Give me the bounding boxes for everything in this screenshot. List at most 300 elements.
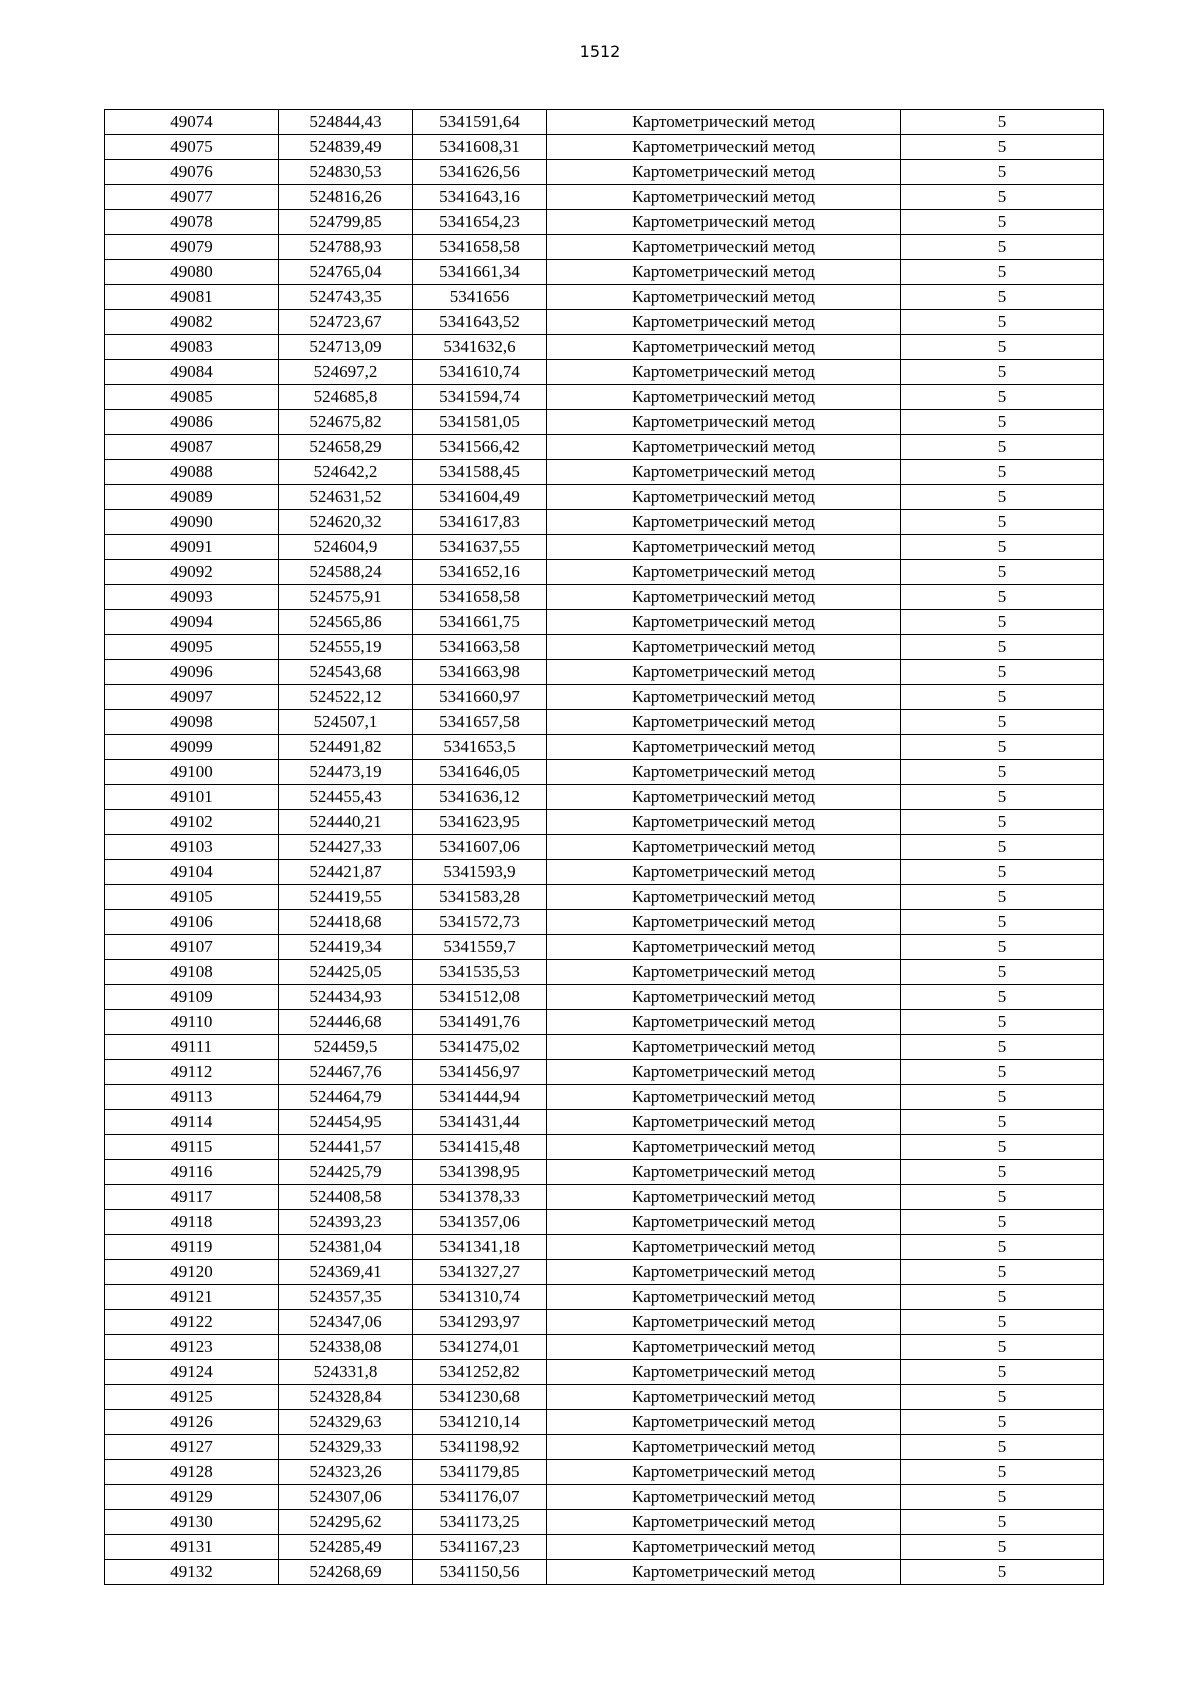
x-coordinate-cell: 524459,5	[279, 1035, 413, 1060]
x-coordinate-cell: 524788,93	[279, 235, 413, 260]
y-coordinate-cell: 5341652,16	[413, 560, 547, 585]
accuracy-cell: 5	[901, 1285, 1104, 1310]
accuracy-cell: 5	[901, 710, 1104, 735]
point-number-cell: 49131	[105, 1535, 279, 1560]
x-coordinate-cell: 524381,04	[279, 1235, 413, 1260]
y-coordinate-cell: 5341444,94	[413, 1085, 547, 1110]
accuracy-cell: 5	[901, 485, 1104, 510]
point-number-cell: 49092	[105, 560, 279, 585]
accuracy-cell: 5	[901, 1435, 1104, 1460]
table-row	[105, 760, 1104, 785]
y-coordinate-cell: 5341604,49	[413, 485, 547, 510]
accuracy-cell: 5	[901, 1235, 1104, 1260]
method-cell: Картометрический метод	[547, 635, 901, 660]
point-number-cell: 49076	[105, 160, 279, 185]
accuracy-cell: 5	[901, 1510, 1104, 1535]
point-number-cell: 49077	[105, 185, 279, 210]
accuracy-cell: 5	[901, 360, 1104, 385]
y-coordinate-cell: 5341610,74	[413, 360, 547, 385]
table-body	[105, 110, 1104, 1585]
table-row	[105, 485, 1104, 510]
point-number-cell: 49090	[105, 510, 279, 535]
x-coordinate-cell: 524408,58	[279, 1185, 413, 1210]
table-row	[105, 110, 1104, 135]
accuracy-cell: 5	[901, 1010, 1104, 1035]
y-coordinate-cell: 5341661,75	[413, 610, 547, 635]
accuracy-cell: 5	[901, 435, 1104, 460]
table-row	[105, 1560, 1104, 1585]
table-row	[105, 1210, 1104, 1235]
x-coordinate-cell: 524285,49	[279, 1535, 413, 1560]
table-row	[105, 460, 1104, 485]
method-cell: Картометрический метод	[547, 1310, 901, 1335]
accuracy-cell: 5	[901, 185, 1104, 210]
y-coordinate-cell: 5341643,52	[413, 310, 547, 335]
y-coordinate-cell: 5341456,97	[413, 1060, 547, 1085]
table-row	[105, 560, 1104, 585]
table-row	[105, 885, 1104, 910]
method-cell: Картометрический метод	[547, 1060, 901, 1085]
table-row	[105, 685, 1104, 710]
y-coordinate-cell: 5341274,01	[413, 1335, 547, 1360]
y-coordinate-cell: 5341167,23	[413, 1535, 547, 1560]
x-coordinate-cell: 524328,84	[279, 1385, 413, 1410]
point-number-cell: 49108	[105, 960, 279, 985]
point-number-cell: 49123	[105, 1335, 279, 1360]
x-coordinate-cell: 524685,8	[279, 385, 413, 410]
coordinates-table	[104, 109, 1104, 1585]
method-cell: Картометрический метод	[547, 810, 901, 835]
method-cell: Картометрический метод	[547, 310, 901, 335]
table-row	[105, 710, 1104, 735]
x-coordinate-cell: 524421,87	[279, 860, 413, 885]
accuracy-cell: 5	[901, 935, 1104, 960]
accuracy-cell: 5	[901, 985, 1104, 1010]
x-coordinate-cell: 524268,69	[279, 1560, 413, 1585]
y-coordinate-cell: 5341663,98	[413, 660, 547, 685]
y-coordinate-cell: 5341378,33	[413, 1185, 547, 1210]
y-coordinate-cell: 5341252,82	[413, 1360, 547, 1385]
x-coordinate-cell: 524425,05	[279, 960, 413, 985]
x-coordinate-cell: 524844,43	[279, 110, 413, 135]
table-row	[105, 235, 1104, 260]
point-number-cell: 49132	[105, 1560, 279, 1585]
table-row	[105, 1260, 1104, 1285]
method-cell: Картометрический метод	[547, 1260, 901, 1285]
y-coordinate-cell: 5341653,5	[413, 735, 547, 760]
point-number-cell: 49093	[105, 585, 279, 610]
table-row	[105, 1485, 1104, 1510]
method-cell: Картометрический метод	[547, 135, 901, 160]
point-number-cell: 49112	[105, 1060, 279, 1085]
point-number-cell: 49130	[105, 1510, 279, 1535]
table-row	[105, 810, 1104, 835]
method-cell: Картометрический метод	[547, 985, 901, 1010]
point-number-cell: 49088	[105, 460, 279, 485]
accuracy-cell: 5	[901, 1260, 1104, 1285]
y-coordinate-cell: 5341179,85	[413, 1460, 547, 1485]
table-row	[105, 335, 1104, 360]
table-row	[105, 510, 1104, 535]
y-coordinate-cell: 5341341,18	[413, 1235, 547, 1260]
table-row	[105, 535, 1104, 560]
method-cell: Картометрический метод	[547, 1135, 901, 1160]
table-row	[105, 835, 1104, 860]
point-number-cell: 49100	[105, 760, 279, 785]
table-row	[105, 1435, 1104, 1460]
point-number-cell: 49129	[105, 1485, 279, 1510]
table-row	[105, 1185, 1104, 1210]
accuracy-cell: 5	[901, 1310, 1104, 1335]
accuracy-cell: 5	[901, 585, 1104, 610]
table-row	[105, 285, 1104, 310]
point-number-cell: 49110	[105, 1010, 279, 1035]
method-cell: Картометрический метод	[547, 885, 901, 910]
accuracy-cell: 5	[901, 1110, 1104, 1135]
x-coordinate-cell: 524555,19	[279, 635, 413, 660]
point-number-cell: 49125	[105, 1385, 279, 1410]
accuracy-cell: 5	[901, 510, 1104, 535]
page-number: 1512	[579, 42, 621, 61]
accuracy-cell: 5	[901, 860, 1104, 885]
method-cell: Картометрический метод	[547, 485, 901, 510]
point-number-cell: 49101	[105, 785, 279, 810]
method-cell: Картометрический метод	[547, 160, 901, 185]
point-number-cell: 49115	[105, 1135, 279, 1160]
table-row	[105, 160, 1104, 185]
method-cell: Картометрический метод	[547, 510, 901, 535]
table-row	[105, 660, 1104, 685]
y-coordinate-cell: 5341176,07	[413, 1485, 547, 1510]
accuracy-cell: 5	[901, 335, 1104, 360]
y-coordinate-cell: 5341327,27	[413, 1260, 547, 1285]
method-cell: Картометрический метод	[547, 1085, 901, 1110]
y-coordinate-cell: 5341656	[413, 285, 547, 310]
method-cell: Картометрический метод	[547, 360, 901, 385]
x-coordinate-cell: 524418,68	[279, 910, 413, 935]
method-cell: Картометрический метод	[547, 785, 901, 810]
accuracy-cell: 5	[901, 685, 1104, 710]
table-row	[105, 910, 1104, 935]
accuracy-cell: 5	[901, 1210, 1104, 1235]
table-row	[105, 935, 1104, 960]
accuracy-cell: 5	[901, 1135, 1104, 1160]
x-coordinate-cell: 524697,2	[279, 360, 413, 385]
point-number-cell: 49099	[105, 735, 279, 760]
method-cell: Картометрический метод	[547, 210, 901, 235]
point-number-cell: 49114	[105, 1110, 279, 1135]
x-coordinate-cell: 524631,52	[279, 485, 413, 510]
x-coordinate-cell: 524491,82	[279, 735, 413, 760]
table-row	[105, 1510, 1104, 1535]
method-cell: Картометрический метод	[547, 710, 901, 735]
accuracy-cell: 5	[901, 1535, 1104, 1560]
accuracy-cell: 5	[901, 560, 1104, 585]
table-row	[105, 1135, 1104, 1160]
accuracy-cell: 5	[901, 1160, 1104, 1185]
x-coordinate-cell: 524440,21	[279, 810, 413, 835]
method-cell: Картометрический метод	[547, 110, 901, 135]
method-cell: Картометрический метод	[547, 1185, 901, 1210]
table-row	[105, 135, 1104, 160]
point-number-cell: 49106	[105, 910, 279, 935]
point-number-cell: 49118	[105, 1210, 279, 1235]
point-number-cell: 49122	[105, 1310, 279, 1335]
x-coordinate-cell: 524799,85	[279, 210, 413, 235]
x-coordinate-cell: 524604,9	[279, 535, 413, 560]
point-number-cell: 49124	[105, 1360, 279, 1385]
point-number-cell: 49111	[105, 1035, 279, 1060]
method-cell: Картометрический метод	[547, 1285, 901, 1310]
y-coordinate-cell: 5341583,28	[413, 885, 547, 910]
method-cell: Картометрический метод	[547, 910, 901, 935]
y-coordinate-cell: 5341293,97	[413, 1310, 547, 1335]
method-cell: Картометрический метод	[547, 560, 901, 585]
x-coordinate-cell: 524338,08	[279, 1335, 413, 1360]
y-coordinate-cell: 5341607,06	[413, 835, 547, 860]
y-coordinate-cell: 5341626,56	[413, 160, 547, 185]
y-coordinate-cell: 5341415,48	[413, 1135, 547, 1160]
table-row	[105, 385, 1104, 410]
y-coordinate-cell: 5341475,02	[413, 1035, 547, 1060]
y-coordinate-cell: 5341310,74	[413, 1285, 547, 1310]
table-row	[105, 1410, 1104, 1435]
x-coordinate-cell: 524323,26	[279, 1460, 413, 1485]
accuracy-cell: 5	[901, 960, 1104, 985]
point-number-cell: 49082	[105, 310, 279, 335]
point-number-cell: 49097	[105, 685, 279, 710]
accuracy-cell: 5	[901, 1485, 1104, 1510]
x-coordinate-cell: 524329,63	[279, 1410, 413, 1435]
point-number-cell: 49119	[105, 1235, 279, 1260]
x-coordinate-cell: 524620,32	[279, 510, 413, 535]
accuracy-cell: 5	[901, 1385, 1104, 1410]
point-number-cell: 49084	[105, 360, 279, 385]
x-coordinate-cell: 524642,2	[279, 460, 413, 485]
point-number-cell: 49109	[105, 985, 279, 1010]
accuracy-cell: 5	[901, 1560, 1104, 1585]
table-row	[105, 1110, 1104, 1135]
method-cell: Картометрический метод	[547, 760, 901, 785]
method-cell: Картометрический метод	[547, 1235, 901, 1260]
y-coordinate-cell: 5341581,05	[413, 410, 547, 435]
accuracy-cell: 5	[901, 810, 1104, 835]
x-coordinate-cell: 524441,57	[279, 1135, 413, 1160]
table-row	[105, 1535, 1104, 1560]
point-number-cell: 49121	[105, 1285, 279, 1310]
method-cell: Картометрический метод	[547, 960, 901, 985]
x-coordinate-cell: 524507,1	[279, 710, 413, 735]
table-row	[105, 185, 1104, 210]
point-number-cell: 49091	[105, 535, 279, 560]
y-coordinate-cell: 5341658,58	[413, 585, 547, 610]
accuracy-cell: 5	[901, 260, 1104, 285]
method-cell: Картометрический метод	[547, 935, 901, 960]
method-cell: Картометрический метод	[547, 585, 901, 610]
method-cell: Картометрический метод	[547, 1560, 901, 1585]
point-number-cell: 49113	[105, 1085, 279, 1110]
accuracy-cell: 5	[901, 1185, 1104, 1210]
point-number-cell: 49120	[105, 1260, 279, 1285]
y-coordinate-cell: 5341654,23	[413, 210, 547, 235]
y-coordinate-cell: 5341593,9	[413, 860, 547, 885]
accuracy-cell: 5	[901, 1060, 1104, 1085]
method-cell: Картометрический метод	[547, 1210, 901, 1235]
y-coordinate-cell: 5341588,45	[413, 460, 547, 485]
x-coordinate-cell: 524839,49	[279, 135, 413, 160]
accuracy-cell: 5	[901, 160, 1104, 185]
accuracy-cell: 5	[901, 210, 1104, 235]
accuracy-cell: 5	[901, 535, 1104, 560]
accuracy-cell: 5	[901, 310, 1104, 335]
x-coordinate-cell: 524307,06	[279, 1485, 413, 1510]
method-cell: Картометрический метод	[547, 660, 901, 685]
x-coordinate-cell: 524427,33	[279, 835, 413, 860]
y-coordinate-cell: 5341559,7	[413, 935, 547, 960]
accuracy-cell: 5	[901, 835, 1104, 860]
method-cell: Картометрический метод	[547, 860, 901, 885]
point-number-cell: 49127	[105, 1435, 279, 1460]
y-coordinate-cell: 5341491,76	[413, 1010, 547, 1035]
x-coordinate-cell: 524675,82	[279, 410, 413, 435]
point-number-cell: 49117	[105, 1185, 279, 1210]
method-cell: Картометрический метод	[547, 435, 901, 460]
method-cell: Картометрический метод	[547, 735, 901, 760]
y-coordinate-cell: 5341594,74	[413, 385, 547, 410]
point-number-cell: 49094	[105, 610, 279, 635]
x-coordinate-cell: 524331,8	[279, 1360, 413, 1385]
table-row	[105, 635, 1104, 660]
table-row	[105, 310, 1104, 335]
point-number-cell: 49079	[105, 235, 279, 260]
method-cell: Картометрический метод	[547, 185, 901, 210]
y-coordinate-cell: 5341591,64	[413, 110, 547, 135]
table-row	[105, 1460, 1104, 1485]
table-row	[105, 1235, 1104, 1260]
x-coordinate-cell: 524830,53	[279, 160, 413, 185]
accuracy-cell: 5	[901, 410, 1104, 435]
y-coordinate-cell: 5341643,16	[413, 185, 547, 210]
table-row	[105, 260, 1104, 285]
table-row	[105, 585, 1104, 610]
table-row	[105, 735, 1104, 760]
table-row	[105, 410, 1104, 435]
y-coordinate-cell: 5341646,05	[413, 760, 547, 785]
accuracy-cell: 5	[901, 610, 1104, 635]
point-number-cell: 49105	[105, 885, 279, 910]
y-coordinate-cell: 5341623,95	[413, 810, 547, 835]
y-coordinate-cell: 5341636,12	[413, 785, 547, 810]
x-coordinate-cell: 524565,86	[279, 610, 413, 635]
point-number-cell: 49080	[105, 260, 279, 285]
y-coordinate-cell: 5341617,83	[413, 510, 547, 535]
x-coordinate-cell: 524455,43	[279, 785, 413, 810]
table-row	[105, 1060, 1104, 1085]
table-row	[105, 360, 1104, 385]
method-cell: Картометрический метод	[547, 460, 901, 485]
y-coordinate-cell: 5341431,44	[413, 1110, 547, 1135]
method-cell: Картометрический метод	[547, 610, 901, 635]
point-number-cell: 49116	[105, 1160, 279, 1185]
y-coordinate-cell: 5341637,55	[413, 535, 547, 560]
accuracy-cell: 5	[901, 635, 1104, 660]
y-coordinate-cell: 5341657,58	[413, 710, 547, 735]
accuracy-cell: 5	[901, 910, 1104, 935]
accuracy-cell: 5	[901, 110, 1104, 135]
accuracy-cell: 5	[901, 235, 1104, 260]
point-number-cell: 49075	[105, 135, 279, 160]
method-cell: Картометрический метод	[547, 1535, 901, 1560]
method-cell: Картометрический метод	[547, 1335, 901, 1360]
method-cell: Картометрический метод	[547, 1160, 901, 1185]
x-coordinate-cell: 524347,06	[279, 1310, 413, 1335]
x-coordinate-cell: 524522,12	[279, 685, 413, 710]
y-coordinate-cell: 5341398,95	[413, 1160, 547, 1185]
table-row	[105, 1335, 1104, 1360]
y-coordinate-cell: 5341572,73	[413, 910, 547, 935]
method-cell: Картометрический метод	[547, 1360, 901, 1385]
point-number-cell: 49098	[105, 710, 279, 735]
y-coordinate-cell: 5341150,56	[413, 1560, 547, 1585]
table-row	[105, 435, 1104, 460]
table-row	[105, 985, 1104, 1010]
point-number-cell: 49107	[105, 935, 279, 960]
x-coordinate-cell: 524467,76	[279, 1060, 413, 1085]
point-number-cell: 49081	[105, 285, 279, 310]
x-coordinate-cell: 524743,35	[279, 285, 413, 310]
point-number-cell: 49096	[105, 660, 279, 685]
accuracy-cell: 5	[901, 1410, 1104, 1435]
x-coordinate-cell: 524473,19	[279, 760, 413, 785]
method-cell: Картометрический метод	[547, 1510, 901, 1535]
x-coordinate-cell: 524425,79	[279, 1160, 413, 1185]
method-cell: Картометрический метод	[547, 335, 901, 360]
x-coordinate-cell: 524393,23	[279, 1210, 413, 1235]
y-coordinate-cell: 5341173,25	[413, 1510, 547, 1535]
y-coordinate-cell: 5341535,53	[413, 960, 547, 985]
y-coordinate-cell: 5341660,97	[413, 685, 547, 710]
table-row	[105, 1160, 1104, 1185]
x-coordinate-cell: 524464,79	[279, 1085, 413, 1110]
accuracy-cell: 5	[901, 1085, 1104, 1110]
accuracy-cell: 5	[901, 285, 1104, 310]
x-coordinate-cell: 524295,62	[279, 1510, 413, 1535]
x-coordinate-cell: 524357,35	[279, 1285, 413, 1310]
point-number-cell: 49087	[105, 435, 279, 460]
x-coordinate-cell: 524588,24	[279, 560, 413, 585]
x-coordinate-cell: 524816,26	[279, 185, 413, 210]
point-number-cell: 49102	[105, 810, 279, 835]
method-cell: Картометрический метод	[547, 410, 901, 435]
point-number-cell: 49104	[105, 860, 279, 885]
table-row	[105, 610, 1104, 635]
point-number-cell: 49085	[105, 385, 279, 410]
table-row	[105, 210, 1104, 235]
method-cell: Картометрический метод	[547, 1485, 901, 1510]
table-row	[105, 1035, 1104, 1060]
table-row	[105, 1385, 1104, 1410]
accuracy-cell: 5	[901, 1035, 1104, 1060]
y-coordinate-cell: 5341210,14	[413, 1410, 547, 1435]
y-coordinate-cell: 5341566,42	[413, 435, 547, 460]
y-coordinate-cell: 5341230,68	[413, 1385, 547, 1410]
accuracy-cell: 5	[901, 1460, 1104, 1485]
point-number-cell: 49089	[105, 485, 279, 510]
table-row	[105, 1285, 1104, 1310]
point-number-cell: 49086	[105, 410, 279, 435]
y-coordinate-cell: 5341608,31	[413, 135, 547, 160]
method-cell: Картометрический метод	[547, 685, 901, 710]
